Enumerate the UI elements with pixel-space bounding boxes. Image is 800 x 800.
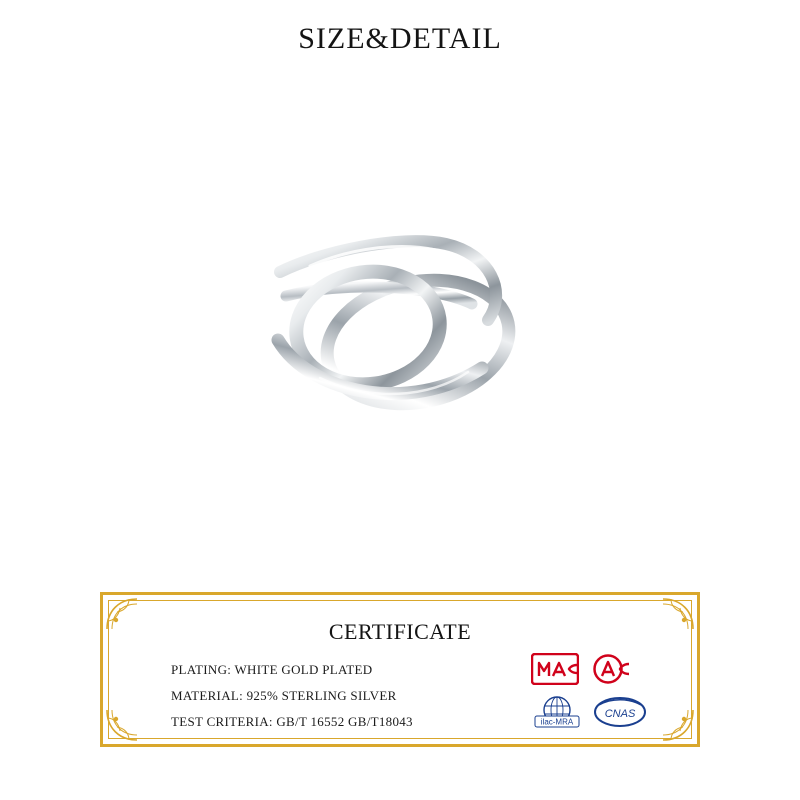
certificate-line-plating: PLATING: WHITE GOLD PLATED — [171, 662, 373, 677]
certificate-title: CERTIFICATE — [328, 619, 472, 644]
cnas-mark-icon — [593, 695, 647, 734]
ornament-corner-icon — [661, 708, 695, 742]
product-image-area — [0, 150, 800, 570]
svg-text:ilac-MRA: ilac-MRA — [540, 717, 574, 727]
ornament-corner-icon — [105, 708, 139, 742]
ac-mark-icon — [593, 653, 631, 690]
certificate-line-test-criteria: TEST CRITERIA: GB/T 16552 GB/T18043 — [171, 714, 413, 729]
certificate-line-material: MATERIAL: 925% STERLING SILVER — [171, 688, 397, 703]
certificate-panel — [100, 592, 700, 747]
ilac-mra-mark-icon — [531, 695, 583, 734]
svg-text:CNAS: CNAS — [604, 708, 636, 720]
certificate-detail-list — [171, 657, 571, 735]
ma-mark-icon — [531, 653, 579, 690]
page-title: SIZE&DETAIL — [298, 22, 502, 55]
ring-illustration — [250, 200, 550, 460]
certification-marks — [531, 653, 663, 735]
